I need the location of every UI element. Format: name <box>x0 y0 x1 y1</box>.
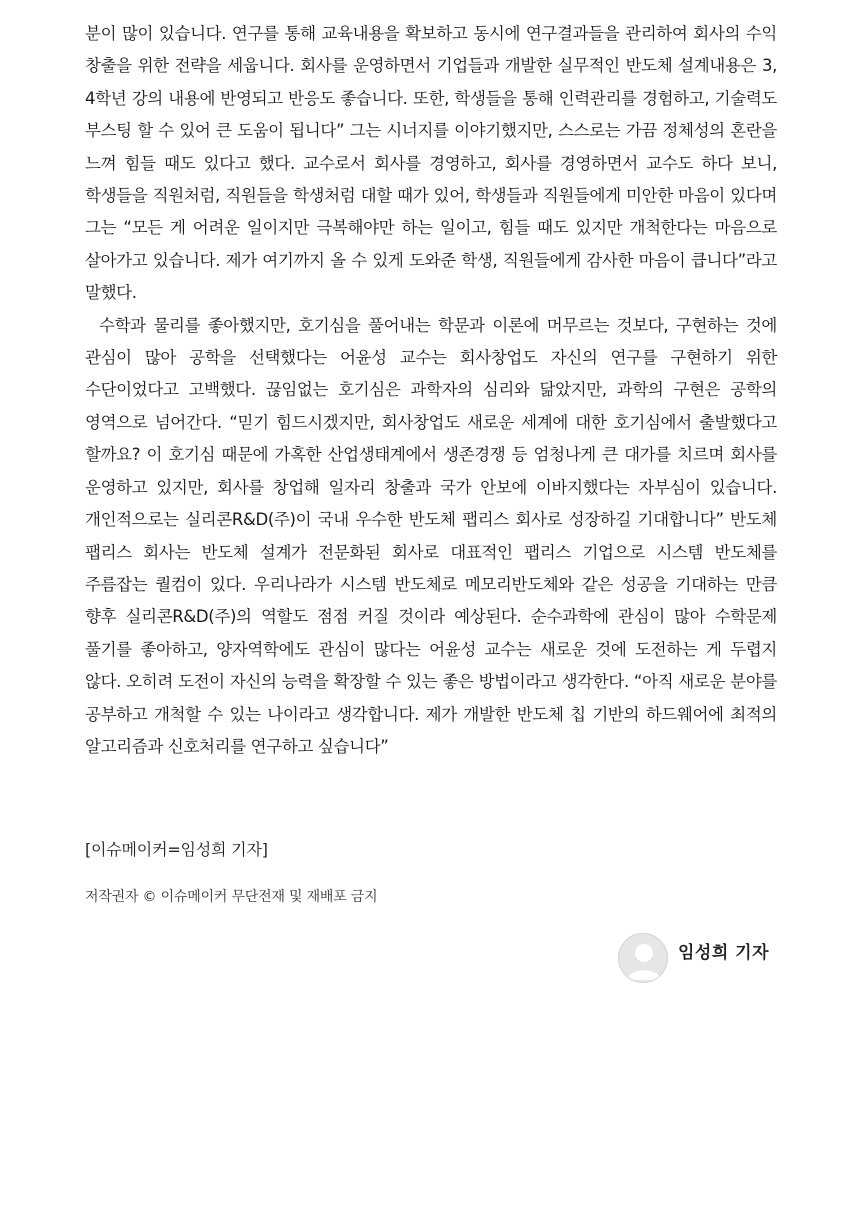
copyright-notice: 저작권자 © 이슈메이커 무단전재 및 재배포 금지 <box>85 889 378 905</box>
article-body <box>85 18 777 763</box>
article-paragraph: 수학과 물리를 좋아했지만, 호기심을 풀어내는 학문과 이론에 머무르는 것보다, 구현하는 것에 관심이 많아 공학을 선택했다는 어윤성 교수는 회사창업도 자신의 연구를 구현하기 위한 수단이었다고 고백했다. 끊임없는 호기심은 과학자의 심리와 닮았지만, 과학의 구현은 공학의 영역으로 넘어간다. “믿기 힘드시겠지만, 회사창업도 새로운 세계에 대한 호기심에서 출발했다고 할까요? 이 호기심 때문에 가혹한 산업생태계에서 생존경쟁 등 엄청나게 큰 대가를 치르며 회사를 운영하고 있지만, 회사를 창업해 일자리 창출과 국가 안보에 이바지했다는 자부심이 있습니다. 개인적으로는 실리콘R&D(주)이 국내 우수한 반도체 팹리스 회사로 성장하길 기대합니다” 반도체 팹리스 회사는 반도체 설계가 전문화된 회사로 대표적인 팹리스 기업으로 시스템 반도체를 주름잡는 퀄컴이 있다. 우리나라가 시스템 반도체로 메모리반도체와 같은 성공을 기대하는 만큼 향후 실리콘R&D(주)의 역할도 점점 커질 것이라 예상된다. 순수과학에 관심이 많아 수학문제 풀기를 좋아하고, 양자역학에도 관심이 많다는 어윤성 교수는 새로운 것에 도전하는 게 두렵지 않다. 오히려 도전이 자신의 능력을 확장할 수 있는 좋은 방법이라고 생각한다. “아직 새로운 분야를 공부하고 개척할 수 있는 나이라고 생각합니다. 제가 개발한 반도체 칩 기반의 하드웨어에 최적의 알고리즘과 신호처리를 연구하고 싶습니다” <box>85 315 777 756</box>
avatar[interactable] <box>618 933 668 983</box>
user-avatar-icon <box>619 934 668 983</box>
article-paragraph: 분이 많이 있습니다. 연구를 통해 교육내용을 확보하고 동시에 연구결과들을 관리하여 회사의 수익 창출을 위한 전략을 세웁니다. 회사를 운영하면서 기업들과 개발한 실무적인 반도체 설계내용은 3, 4학년 강의 내용에 반영되고 반응도 좋습니다. 또한, 학생들을 통해 인력관리를 경험하고, 기술력도 부스팅 할 수 있어 큰 도움이 됩니다” 그는 시너지를 이야기했지만, 스스로는 가끔 정체성의 혼란을 느껴 힘들 때도 있다고 했다. 교수로서 회사를 경영하고, 회사를 경영하면서 교수도 하다 보니, 학생들을 직원처럼, 직원들을 학생처럼 대할 때가 있어, 학생들과 직원들에게 미안한 마음이 있다며 그는 “모든 게 어려운 일이지만 극복해야만 하는 일이고, 힘들 때도 있지만 개척한다는 마음으로 살아가고 있습니다. 제가 여기까지 올 수 있게 도와준 학생, 직원들에게 감사한 마음이 큽니다”라고 말했다. <box>85 24 777 303</box>
reporter-name[interactable]: 임성희 기자 <box>678 942 770 963</box>
byline-credit: [이슈메이커=임성희 기자] <box>85 840 268 859</box>
reporter-profile[interactable] <box>618 933 769 983</box>
